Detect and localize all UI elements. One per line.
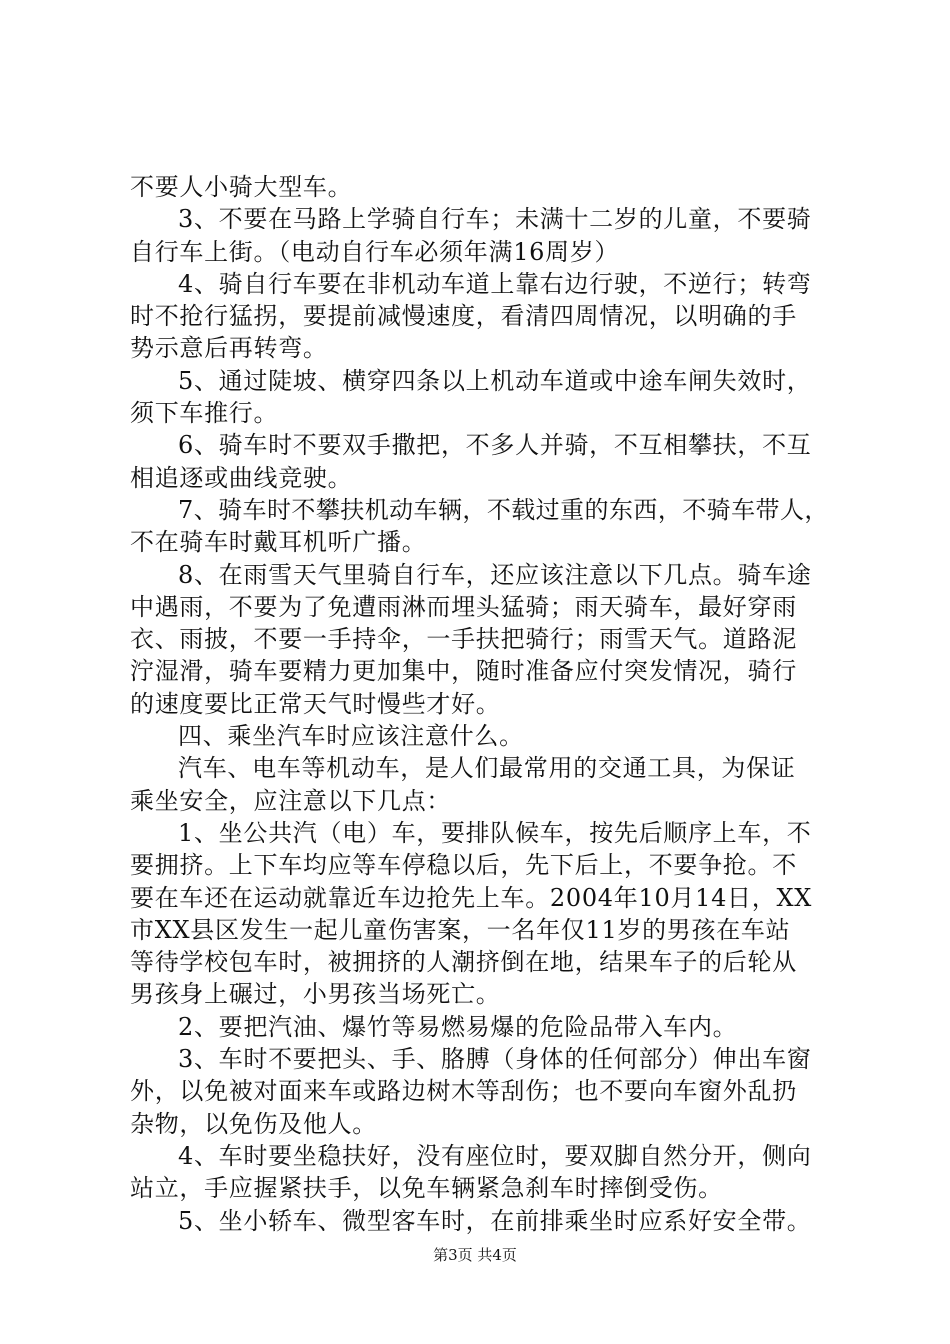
- text-line: 泞湿滑，骑车要精力更加集中，随时准备应付突发情况，骑行: [130, 657, 797, 686]
- text-line: 4、骑自行车要在非机动车道上靠右边行驶，不逆行；转弯: [178, 269, 812, 298]
- text-line: 2、要把汽油、爆竹等易燃易爆的危险品带入车内。: [178, 1012, 738, 1041]
- text-line: 要在车还在运动就靠近车边抢先上车。2004年10月14日，XX: [130, 883, 813, 912]
- text-line: 7、骑车时不攀扶机动车辆，不载过重的东西，不骑车带人，: [178, 495, 829, 524]
- text-line: 等待学校包车时，被拥挤的人潮挤倒在地，结果车子的后轮从: [130, 948, 797, 977]
- text-line: 市XX县区发生一起儿童伤害案，一名年仅11岁的男孩在车站: [130, 915, 791, 944]
- document-body: [130, 171, 830, 1237]
- text-line: 不在骑车时戴耳机听广播。: [130, 528, 427, 557]
- text-line: 势示意后再转弯。: [130, 334, 328, 363]
- text-line: 相追逐或曲线竞驶。: [130, 463, 353, 492]
- text-line: 5、通过陡坡、横穿四条以上机动车道或中途车闸失效时，: [178, 366, 812, 395]
- text-line: 四、乘坐汽车时应该注意什么。: [178, 722, 524, 751]
- text-line: 汽车、电车等机动车，是人们最常用的交通工具，为保证: [178, 754, 796, 783]
- text-line: 须下车推行。: [130, 399, 279, 428]
- text-line: 中遇雨，不要为了免遭雨淋而埋头猛骑；雨天骑车，最好穿雨: [130, 592, 797, 621]
- text-line: 自行车上街。（电动自行车必须年满16周岁）: [130, 237, 620, 266]
- text-line: 衣、雨披，不要一手持伞，一手扶把骑行；雨雪天气。道路泥: [130, 625, 797, 654]
- text-line: 3、不要在马路上学骑自行车；未满十二岁的儿童，不要骑: [178, 205, 812, 234]
- text-line: 杂物，以免伤及他人。: [130, 1109, 377, 1138]
- text-line: 外，以免被对面来车或路边树木等刮伤；也不要向车窗外乱扔: [130, 1077, 797, 1106]
- page-footer: 第3页 共4页: [433, 1246, 517, 1264]
- text-line: 要拥挤。上下车均应等车停稳以后，先下后上，不要争抢。不: [130, 851, 797, 880]
- text-line: 4、车时要坐稳扶好，没有座位时，要双脚自然分开，侧向: [178, 1141, 812, 1170]
- text-line: 6、骑车时不要双手撒把，不多人并骑，不互相攀扶，不互: [178, 431, 812, 460]
- text-line: 5、坐小轿车、微型客车时，在前排乘坐时应系好安全带。: [178, 1206, 812, 1235]
- text-line: 时不抢行猛拐，要提前减慢速度，看清四周情况，以明确的手: [130, 302, 797, 331]
- text-line: 的速度要比正常天气时慢些才好。: [130, 689, 501, 718]
- text-line: 男孩身上碾过，小男孩当场死亡。: [130, 980, 501, 1009]
- text-line: 8、在雨雪天气里骑自行车，还应该注意以下几点。骑车途: [178, 560, 812, 589]
- text-line: 不要人小骑大型车。: [130, 173, 353, 201]
- text-line: 1、坐公共汽（电）车，要排队候车，按先后顺序上车，不: [178, 818, 812, 847]
- text-line: 3、车时不要把头、手、胳膊（身体的任何部分）伸出车窗: [178, 1045, 812, 1074]
- text-line: 站立，手应握紧扶手，以免车辆紧急刹车时摔倒受伤。: [130, 1174, 723, 1203]
- text-line: 乘坐安全，应注意以下几点：: [130, 786, 452, 815]
